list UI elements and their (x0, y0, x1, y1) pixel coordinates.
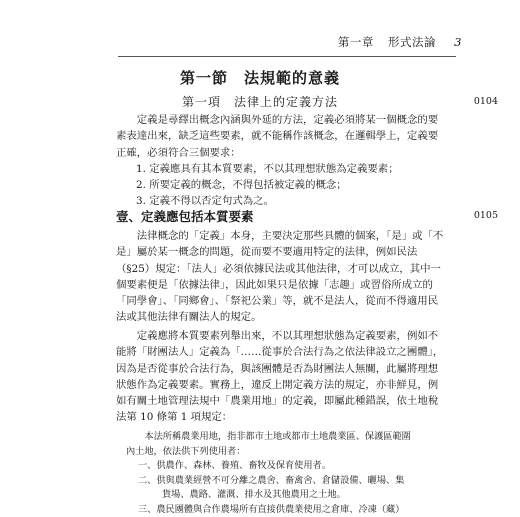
paragraph-line: 定義是尋繹出概念內涵與外延的方法，定義必須將某一個概念的要 (116, 112, 456, 128)
requirement-item: 3. 定義不得以否定句式為之。 (116, 193, 456, 209)
quote-line: 本法所稱農業用地，指非都市土地或都市土地農業區、保護區範圍 (126, 430, 460, 445)
paragraph-line: 定義應將本質要素列舉出來，不以其理想狀態為定義要素，例如不 (116, 328, 456, 344)
requirement-item: 1. 定義應具有其本質要素，不以其理想狀態為定義要素； (116, 161, 456, 177)
paragraph-line: 「同學會」、「同鄉會」、「祭祀公業」等，就不是法人，從而不得適用民 (116, 293, 456, 309)
paragraph-line: 法第 10 條第 1 項規定： (116, 409, 456, 425)
paragraph-line: 個要素便是「依據法律」，因此如果只是依據「志趣」或習俗所成立的 (116, 277, 456, 293)
margin-number: 0104 (474, 96, 498, 107)
section-title: 第一節 法規範的意義 (0, 67, 520, 88)
page-number: 3 (454, 35, 462, 49)
paragraph-line: 素表達出來，缺乏這些要素，就不能稱作該概念，在邏輯學上，定義要 (116, 128, 456, 144)
statute-quote (126, 430, 460, 517)
chapter-title: 形式法論 (388, 35, 436, 49)
definition-paragraph (116, 112, 456, 210)
margin-number: 0105 (474, 210, 498, 221)
paragraph-line: 法律概念的「定義」本身，主要決定那些具體的個案，「是」或「不 (116, 228, 456, 244)
header-rule (118, 56, 456, 57)
quote-list-item-continued: 貨場、農路、灌溉、排水及其他農用之土地。 (126, 488, 460, 503)
quote-list-item: 二、供與農業經營不可分離之農舍、畜禽舍、倉儲設備、曬場、集 (126, 474, 460, 489)
paragraph-line: 如有關土地管理法規中「農業用地」的定義，即屬此種錯誤，依土地稅 (116, 393, 456, 409)
paragraph-line: 能將「財團法人」定義為「……從事於合法行為之依法律設立之團體」， (116, 344, 456, 360)
essential-elements-paragraph (116, 328, 456, 426)
paragraph-line: 狀態作為定義要素。實務上，違反上開定義方法的規定，亦非鮮見，例 (116, 377, 456, 393)
paragraph-line: 正確，必須符合三個要求： (116, 145, 456, 161)
chapter-number: 第一章 (338, 35, 374, 49)
item-title: 第一項 法律上的定義方法 (0, 93, 520, 110)
paragraph-line: 法或其他法律有關法人的規定。 (116, 309, 456, 325)
paragraph-line: （§25）規定：「法人」必須依據民法或其他法律，才可以成立，其中一 (116, 261, 456, 277)
subsection-heading: 壹、定義應包括本質要素 (116, 207, 254, 225)
quote-list-item: 三、農民團體與合作農場所有直接供農業使用之倉庫、冷凍（藏） (126, 503, 460, 517)
quote-line: 內土地，依法供下列使用者： (126, 445, 460, 460)
paragraph-line: 因為是否從事於合法行為，與該團體是否為財團法人無關，此屬將理想 (116, 361, 456, 377)
paragraph-line: 是」屬於某一概念的問題，從而要不要適用特定的法律，例如民法 (116, 244, 456, 260)
requirement-item: 2. 所要定義的概念，不得包括被定義的概念； (116, 177, 456, 193)
quote-list-item: 一、供農作、森林、養殖、畜牧及保育使用者。 (126, 459, 460, 474)
concept-paragraph (116, 228, 456, 326)
running-header (338, 34, 462, 50)
